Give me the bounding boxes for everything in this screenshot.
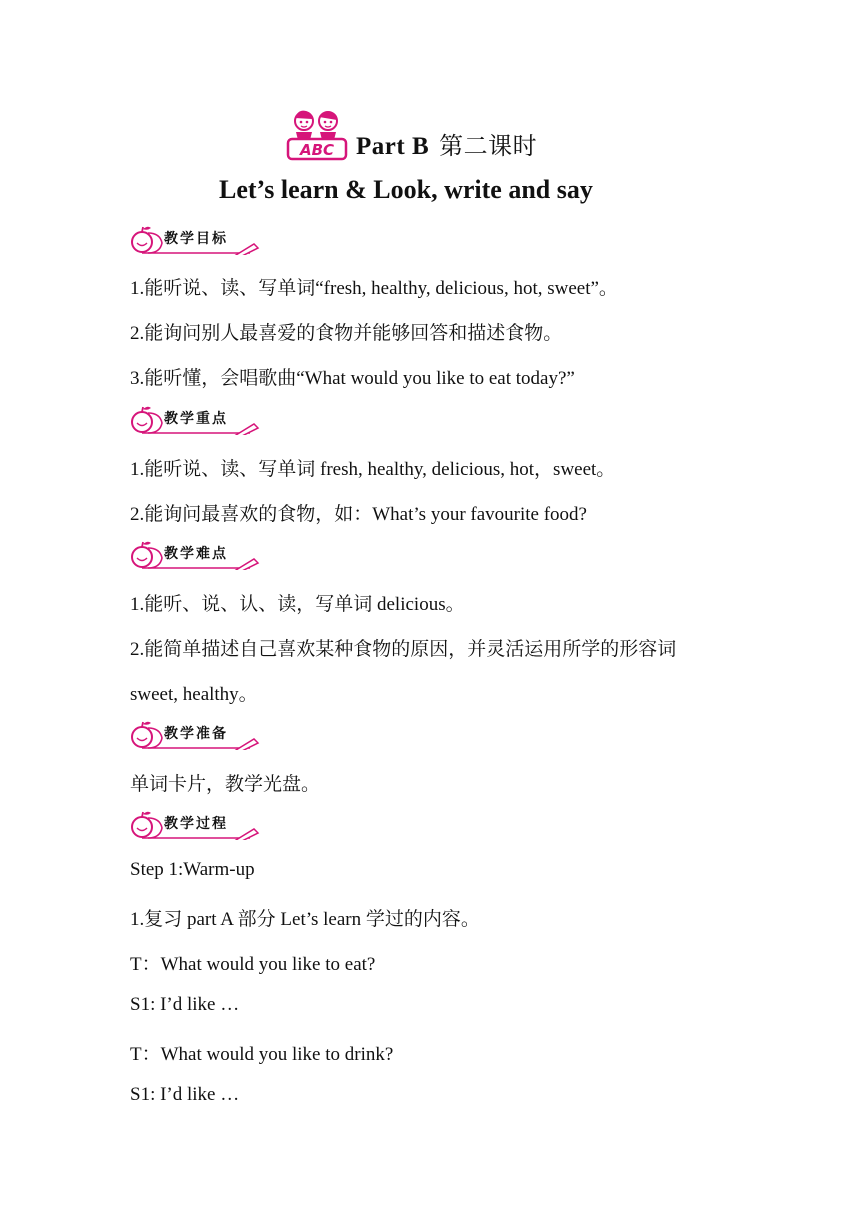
text-line: 3.能听懂，会唱歌曲“What would you like to eat today?” [130,368,575,389]
text-line: 2.能询问别人最喜爱的食物并能够回答和描述食物。 [130,323,563,344]
text-line: 1.能听说、读、写单词 fresh, healthy, delicious, hot，sweet。 [130,459,616,480]
section-header-preparation [128,718,262,750]
section-header-process [128,808,262,840]
section-label: 教学过程 [164,816,228,832]
abc-kids-logo [284,104,352,162]
text-line: sweet, healthy。 [130,684,258,705]
text-line: 1.复习 part A 部分 Let’s learn 学过的内容。 [130,909,480,930]
text-line: 1.能听、说、认、读，写单词 delicious。 [130,594,465,615]
text-line: T：What would you like to drink? [130,1044,394,1065]
text-line: 1.能听说、读、写单词“fresh, healthy, delicious, hot, sweet”。 [130,278,618,299]
title-lesson: 第二课时 [439,132,538,160]
section-label: 教学目标 [164,231,228,247]
text-line: Step 1:Warm-up [130,859,255,880]
logo-text: ABC [299,141,335,159]
text-line: 单词卡片，教学光盘。 [130,774,321,795]
text-line: S1: I’d like … [130,994,240,1015]
section-label: 教学难点 [164,546,228,562]
lesson-title [356,126,537,161]
section-label: 教学重点 [164,411,228,427]
text-line: T：What would you like to eat? [130,954,376,975]
title-part: Part B [356,133,430,160]
section-header-objectives [128,223,262,255]
section-label: 教学准备 [164,726,228,742]
text-line: S1: I’d like … [130,1084,240,1105]
text-line: 2.能询问最喜欢的食物，如：What’s your favourite food? [130,504,587,525]
section-header-difficulties [128,538,262,570]
section-header-key-points [128,403,262,435]
lesson-subtitle: Let’s learn & Look, write and say [219,175,593,204]
text-line: 2.能简单描述自己喜欢某种食物的原因，并灵活运用所学的形容词 [130,639,677,660]
